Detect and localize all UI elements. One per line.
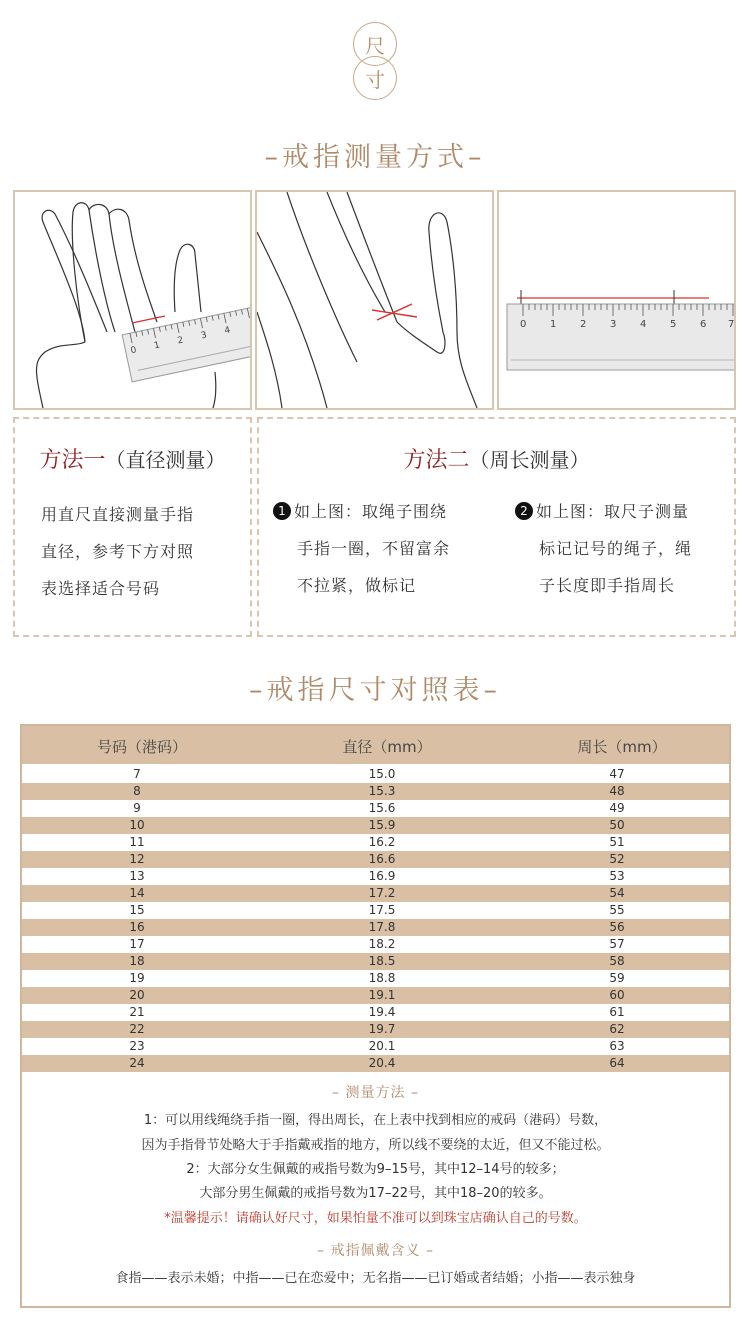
step2-line: 子长度即手指周长 bbox=[539, 576, 676, 595]
table-row bbox=[22, 970, 729, 987]
table-row bbox=[22, 885, 729, 902]
cell-circumference: 53 bbox=[609, 869, 625, 883]
cell-size: 17 bbox=[129, 937, 145, 951]
ruler-a-label: 4 bbox=[223, 325, 232, 337]
notes-meaning-title bbox=[22, 1240, 729, 1260]
method1-line: 用直尺直接测量手指 bbox=[41, 505, 195, 524]
method-title-text: 测量方法 bbox=[345, 1085, 406, 1101]
notes-method-title bbox=[22, 1082, 729, 1102]
cell-circumference: 62 bbox=[609, 1022, 625, 1036]
step1-line: 不拉紧，做标记 bbox=[297, 576, 417, 595]
cell-diameter: 18.8 bbox=[368, 971, 396, 985]
cell-circumference: 60 bbox=[609, 988, 625, 1002]
cell-circumference: 59 bbox=[609, 971, 625, 985]
cell-size: 11 bbox=[129, 835, 145, 849]
ruler-c-label: 2 bbox=[580, 319, 587, 330]
cell-size: 8 bbox=[133, 784, 141, 798]
cell-size: 15 bbox=[129, 903, 145, 917]
cell-circumference: 54 bbox=[609, 886, 625, 900]
method1-line: 表选择适合号码 bbox=[41, 579, 161, 598]
dash-right: – bbox=[410, 1085, 419, 1101]
illustration-ruler-measure bbox=[497, 190, 736, 410]
table-row bbox=[22, 987, 729, 1004]
cell-circumference: 61 bbox=[609, 1005, 625, 1019]
ruler-c-label: 6 bbox=[700, 319, 707, 330]
cell-size: 18 bbox=[129, 954, 145, 968]
cell-diameter: 19.1 bbox=[368, 988, 396, 1002]
warning-note: *温馨提示！请确认好尺寸，如果怕量不准可以到珠宝店确认自己的号数。 bbox=[164, 1211, 587, 1226]
method1-description bbox=[41, 496, 250, 607]
dash-right: – bbox=[468, 142, 486, 173]
note-line-4: 大部分男生佩戴的戒指号数为17–22号，其中18–20的较多。 bbox=[199, 1186, 552, 1201]
ruler-a-label: 1 bbox=[153, 340, 161, 352]
section-title-measure bbox=[0, 135, 750, 174]
dash-left: – bbox=[317, 1243, 326, 1259]
size-logo bbox=[353, 22, 399, 98]
cell-size: 14 bbox=[129, 886, 145, 900]
cell-size: 20 bbox=[129, 988, 145, 1002]
cell-circumference: 57 bbox=[609, 937, 625, 951]
cell-circumference: 51 bbox=[609, 835, 625, 849]
dash-right: – bbox=[425, 1243, 434, 1259]
cell-size: 7 bbox=[133, 767, 141, 781]
dash-right: – bbox=[483, 675, 501, 706]
illustration-string bbox=[255, 190, 494, 410]
cell-diameter: 16.9 bbox=[368, 869, 396, 883]
section1-title-text: 戒指测量方式 bbox=[282, 142, 468, 173]
note-line-3: 2：大部分女生佩戴的戒指号数为9–15号，其中12–14号的较多； bbox=[186, 1162, 565, 1177]
cell-circumference: 50 bbox=[609, 818, 625, 832]
ruler-c-label: 3 bbox=[610, 319, 617, 330]
section-title-size-table bbox=[0, 668, 750, 707]
cell-diameter: 18.2 bbox=[368, 937, 396, 951]
header-circumference: 周长（mm） bbox=[577, 738, 667, 756]
ruler-c-label: 0 bbox=[520, 319, 527, 330]
note-line-2: 因为手指骨节处略大于手指戴戒指的地方，所以线不要绕的太近，但又不能过松。 bbox=[141, 1138, 610, 1153]
cell-circumference: 64 bbox=[609, 1056, 625, 1070]
illustration-diameter bbox=[13, 190, 252, 410]
table-row bbox=[22, 1055, 729, 1072]
cell-circumference: 55 bbox=[609, 903, 625, 917]
step2-line: 标记记号的绳子，绳 bbox=[539, 539, 693, 558]
cell-diameter: 15.6 bbox=[368, 801, 396, 815]
cell-diameter: 16.2 bbox=[368, 835, 396, 849]
cell-diameter: 17.2 bbox=[368, 886, 396, 900]
logo-char-2: 寸 bbox=[365, 67, 385, 92]
cell-circumference: 48 bbox=[609, 784, 625, 798]
table-row bbox=[22, 1004, 729, 1021]
method2-title-red: 方法二 bbox=[403, 448, 470, 473]
table-row bbox=[22, 800, 729, 817]
method2-step1 bbox=[273, 493, 493, 604]
hand-string-illustration bbox=[257, 192, 492, 408]
meaning-title-text: 戒指佩戴含义 bbox=[330, 1243, 421, 1259]
method2-panel bbox=[257, 417, 736, 637]
table-row bbox=[22, 817, 729, 834]
cell-circumference: 49 bbox=[609, 801, 625, 815]
ruler-c-label: 5 bbox=[670, 319, 677, 330]
table-row bbox=[22, 1038, 729, 1055]
note-line-1: 1：可以用线绳绕手指一圈，得出周长，在上表中找到相应的戒码（港码）号数， bbox=[143, 1113, 608, 1128]
table-row bbox=[22, 868, 729, 885]
step1-line: 手指一圈，不留富余 bbox=[297, 539, 451, 558]
table-row bbox=[22, 851, 729, 868]
cell-circumference: 63 bbox=[609, 1039, 625, 1053]
cell-diameter: 16.6 bbox=[368, 852, 396, 866]
cell-size: 16 bbox=[129, 920, 145, 934]
cell-size: 12 bbox=[129, 852, 145, 866]
table-row bbox=[22, 834, 729, 851]
cell-diameter: 19.7 bbox=[368, 1022, 396, 1036]
table-row bbox=[22, 902, 729, 919]
method1-title-red: 方法一 bbox=[39, 448, 106, 473]
cell-size: 23 bbox=[129, 1039, 145, 1053]
method1-title bbox=[15, 443, 250, 474]
cell-diameter: 15.0 bbox=[368, 767, 396, 781]
step1-number-badge: 1 bbox=[273, 502, 291, 520]
table-row bbox=[22, 766, 729, 783]
cell-diameter: 20.1 bbox=[368, 1039, 396, 1053]
ruler-a-label: 0 bbox=[129, 345, 138, 357]
string-ruler-illustration bbox=[499, 192, 734, 408]
header-diameter: 直径（mm） bbox=[342, 738, 432, 756]
cell-size: 13 bbox=[129, 869, 145, 883]
header-size: 号码（港码） bbox=[96, 738, 187, 756]
logo-char-circle-bottom bbox=[353, 56, 397, 100]
method1-line: 直径，参考下方对照 bbox=[41, 542, 195, 561]
cell-circumference: 56 bbox=[609, 920, 625, 934]
ruler-a-label: 2 bbox=[176, 335, 185, 347]
cell-size: 22 bbox=[129, 1022, 145, 1036]
step2-number-badge: 2 bbox=[515, 502, 533, 520]
table-row bbox=[22, 783, 729, 800]
dash-left: – bbox=[264, 142, 282, 173]
ruler-c-label: 1 bbox=[550, 319, 557, 330]
cell-diameter: 15.9 bbox=[368, 818, 396, 832]
ring-size-table bbox=[20, 724, 731, 1308]
ruler-a-label: 3 bbox=[200, 330, 208, 342]
dash-left: – bbox=[332, 1085, 341, 1101]
method1-panel bbox=[13, 417, 252, 637]
cell-size: 19 bbox=[129, 971, 145, 985]
hand-ruler-diameter-illustration bbox=[15, 192, 250, 408]
ruler-c-label: 7 bbox=[728, 319, 734, 330]
table-header bbox=[22, 726, 729, 764]
cell-diameter: 18.5 bbox=[368, 954, 396, 968]
method2-step2 bbox=[515, 493, 735, 604]
method1-title-rest: （直径测量） bbox=[105, 448, 226, 472]
cell-diameter: 19.4 bbox=[368, 1005, 396, 1019]
cell-size: 24 bbox=[129, 1056, 145, 1070]
cell-circumference: 58 bbox=[609, 954, 625, 968]
cell-circumference: 52 bbox=[609, 852, 625, 866]
cell-circumference: 47 bbox=[609, 767, 625, 781]
step2-line: 如上图：取尺子测量 bbox=[536, 502, 690, 521]
table-row bbox=[22, 919, 729, 936]
cell-size: 9 bbox=[133, 801, 141, 815]
dash-left: – bbox=[249, 675, 267, 706]
cell-size: 10 bbox=[129, 818, 145, 832]
table-row bbox=[22, 936, 729, 953]
cell-diameter: 17.5 bbox=[368, 903, 396, 917]
cell-diameter: 20.4 bbox=[368, 1056, 396, 1070]
table-row bbox=[22, 1021, 729, 1038]
method2-title bbox=[259, 443, 734, 474]
cell-diameter: 17.8 bbox=[368, 920, 396, 934]
cell-diameter: 15.3 bbox=[368, 784, 396, 798]
cell-size: 21 bbox=[129, 1005, 145, 1019]
step1-line: 如上图：取绳子围绕 bbox=[294, 502, 448, 521]
section2-title-text: 戒指尺寸对照表 bbox=[266, 675, 484, 706]
table-row bbox=[22, 953, 729, 970]
logo-char-1: 尺 bbox=[365, 33, 385, 58]
method2-title-rest: （周长测量） bbox=[469, 448, 590, 472]
ruler-c-label: 4 bbox=[640, 319, 647, 330]
finger-meaning-line: 食指——表示未婚；中指——已在恋爱中；无名指——已订婚或者结婚；小指——表示独身 bbox=[115, 1271, 636, 1286]
